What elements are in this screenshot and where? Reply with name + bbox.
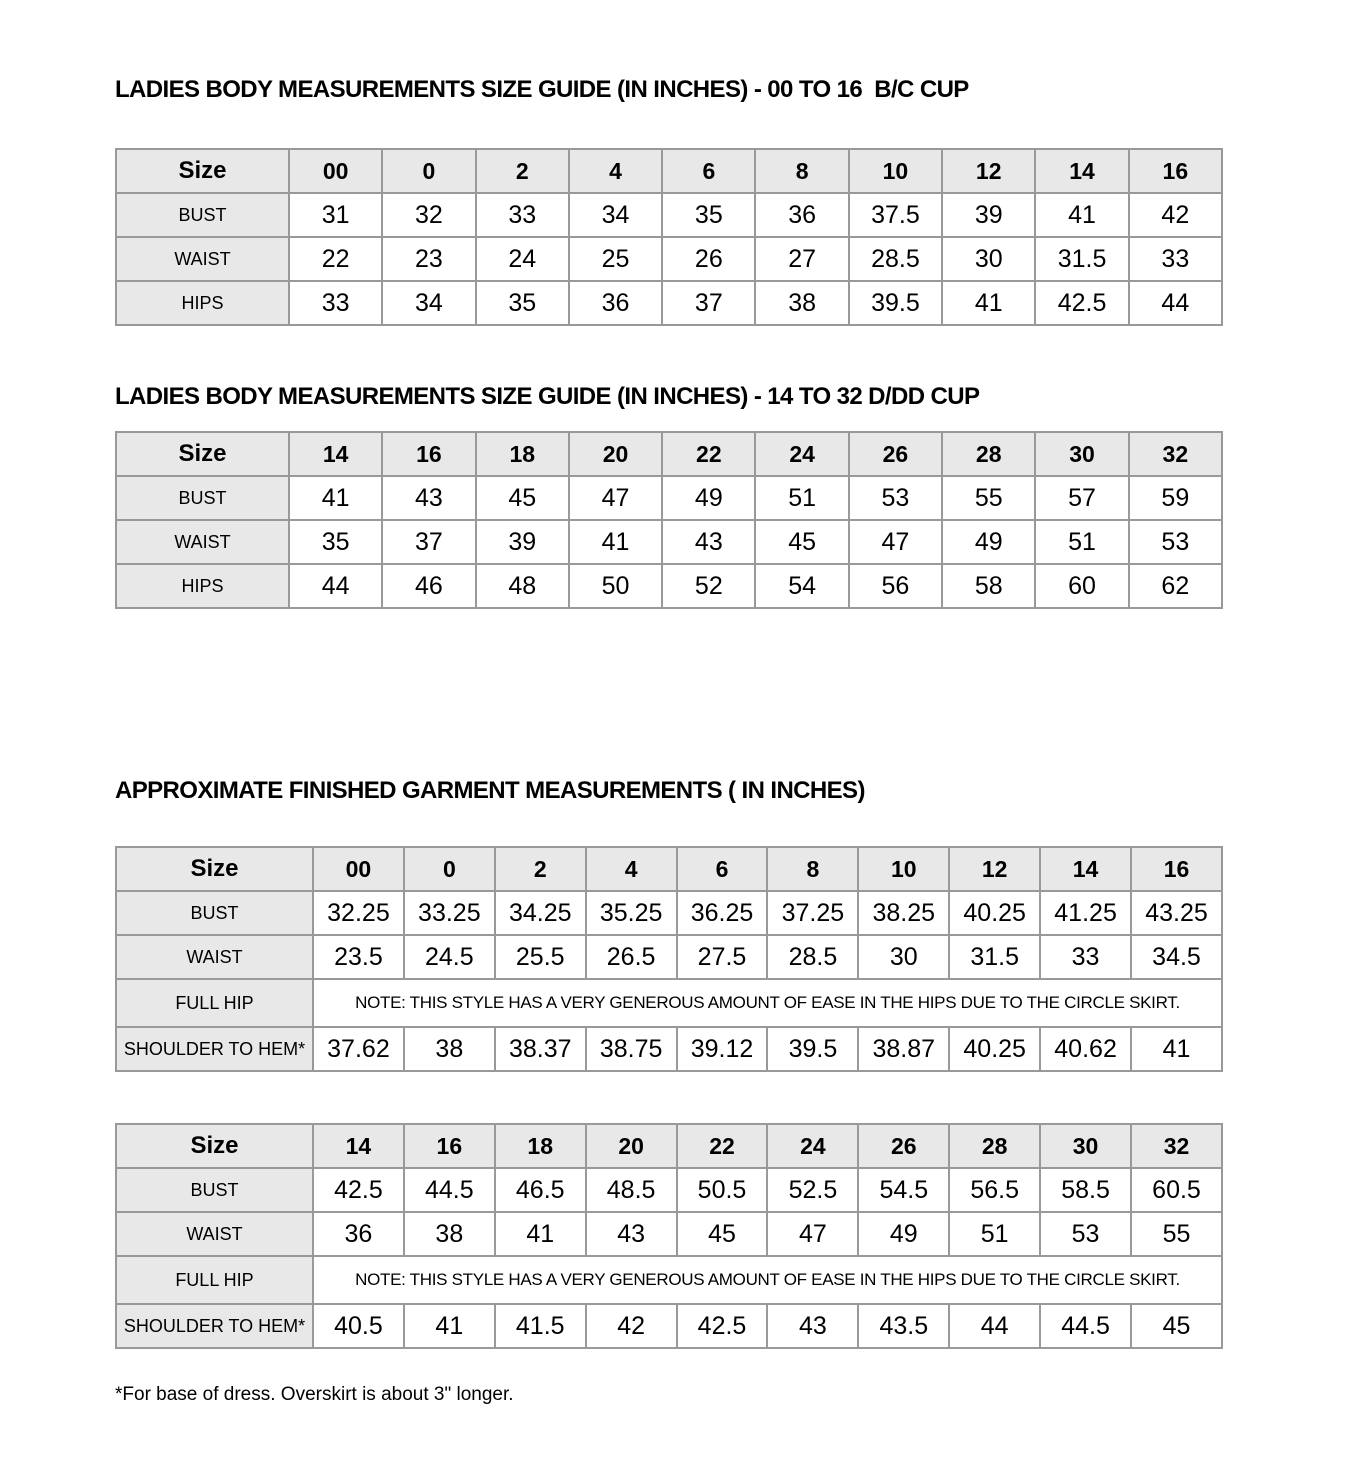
header-row: [116, 1124, 1222, 1168]
measurement-row: [116, 1212, 1222, 1256]
hip-ease-note-cell: NOTE: THIS STYLE HAS A VERY GENEROUS AMOUNT OF EASE IN THE HIPS DUE TO THE CIRCLE SKIRT.: [313, 979, 1222, 1027]
size-header-cell: 12: [942, 149, 1035, 193]
measurement-value-cell: 45: [1131, 1304, 1222, 1348]
size-header-cell: 26: [858, 1124, 949, 1168]
measurement-value-cell: 25.5: [495, 935, 586, 979]
measurement-value-cell: 41: [404, 1304, 495, 1348]
garment-measurements-title: APPROXIMATE FINISHED GARMENT MEASUREMENTS ( IN INCHES): [115, 777, 865, 804]
size-header-cell: 2: [495, 847, 586, 891]
measurement-value-cell: 32: [382, 193, 475, 237]
measurement-value-cell: 37.25: [767, 891, 858, 935]
size-header-cell: 8: [755, 149, 848, 193]
header-row: [116, 149, 1222, 193]
size-header-cell: 6: [662, 149, 755, 193]
row-label-shoulder-to-hem: SHOULDER TO HEM*: [116, 1304, 313, 1348]
measurement-value-cell: 40.25: [949, 1027, 1040, 1071]
measurement-value-cell: 47: [767, 1212, 858, 1256]
measurement-value-cell: 58: [942, 564, 1035, 608]
size-header-cell: 32: [1131, 1124, 1222, 1168]
measurement-value-cell: 23.5: [313, 935, 404, 979]
measurement-value-cell: 35: [662, 193, 755, 237]
measurement-value-cell: 54: [755, 564, 848, 608]
measurement-value-cell: 57: [1035, 476, 1128, 520]
measurement-value-cell: 52: [662, 564, 755, 608]
measurement-value-cell: 52.5: [767, 1168, 858, 1212]
size-header-cell: 24: [755, 432, 848, 476]
row-label-waist: WAIST: [116, 935, 313, 979]
garment-size-table-14-32: [115, 1123, 1223, 1349]
row-label-bust: BUST: [116, 193, 289, 237]
measurement-value-cell: 53: [1129, 520, 1222, 564]
size-header-cell: 22: [662, 432, 755, 476]
body-size-guide-ddd-title: LADIES BODY MEASUREMENTS SIZE GUIDE (IN INCHES) - 14 TO 32 D/DD CUP: [115, 383, 980, 410]
measurement-value-cell: 51: [1035, 520, 1128, 564]
size-header-cell: 16: [1129, 149, 1222, 193]
measurement-value-cell: 49: [942, 520, 1035, 564]
measurement-value-cell: 44: [289, 564, 382, 608]
measurement-value-cell: 41: [495, 1212, 586, 1256]
measurement-value-cell: 23: [382, 237, 475, 281]
size-header-cell: 32: [1129, 432, 1222, 476]
size-header-cell: 10: [858, 847, 949, 891]
body-size-table-ddd-cup: [115, 431, 1223, 609]
row-label-full-hip: FULL HIP: [116, 979, 313, 1027]
size-header-cell: 26: [849, 432, 942, 476]
size-column-header: Size: [116, 149, 289, 193]
measurement-value-cell: 50: [569, 564, 662, 608]
size-header-cell: 16: [1131, 847, 1222, 891]
measurement-value-cell: 33: [476, 193, 569, 237]
measurement-value-cell: 41.5: [495, 1304, 586, 1348]
size-header-cell: 14: [1040, 847, 1131, 891]
measurement-value-cell: 36: [313, 1212, 404, 1256]
measurement-value-cell: 38: [404, 1027, 495, 1071]
measurement-value-cell: 37: [662, 281, 755, 325]
size-header-cell: 10: [849, 149, 942, 193]
measurement-value-cell: 38.37: [495, 1027, 586, 1071]
header-row: [116, 847, 1222, 891]
measurement-value-cell: 48: [476, 564, 569, 608]
measurement-value-cell: 39: [942, 193, 1035, 237]
measurement-value-cell: 48.5: [586, 1168, 677, 1212]
measurement-value-cell: 24.5: [404, 935, 495, 979]
measurement-value-cell: 56: [849, 564, 942, 608]
size-header-cell: 6: [677, 847, 768, 891]
measurement-value-cell: 26.5: [586, 935, 677, 979]
measurement-value-cell: 37.5: [849, 193, 942, 237]
measurement-value-cell: 34.25: [495, 891, 586, 935]
size-header-cell: 30: [1040, 1124, 1131, 1168]
measurement-value-cell: 39.12: [677, 1027, 768, 1071]
measurement-value-cell: 45: [755, 520, 848, 564]
measurement-row: [116, 891, 1222, 935]
measurement-row: [116, 520, 1222, 564]
measurement-row: [116, 935, 1222, 979]
row-label-full-hip: FULL HIP: [116, 1256, 313, 1304]
measurement-value-cell: 31: [289, 193, 382, 237]
measurement-value-cell: 44: [1129, 281, 1222, 325]
measurement-value-cell: 38: [404, 1212, 495, 1256]
measurement-row: [116, 979, 1222, 1027]
measurement-value-cell: 44.5: [1040, 1304, 1131, 1348]
measurement-value-cell: 55: [1131, 1212, 1222, 1256]
size-header-cell: 00: [313, 847, 404, 891]
size-header-cell: 20: [569, 432, 662, 476]
size-header-cell: 2: [476, 149, 569, 193]
measurement-row: [116, 1027, 1222, 1071]
size-header-cell: 14: [289, 432, 382, 476]
header-row: [116, 432, 1222, 476]
measurement-value-cell: 41: [569, 520, 662, 564]
garment-size-table-00-16: [115, 846, 1223, 1072]
row-label-shoulder-to-hem: SHOULDER TO HEM*: [116, 1027, 313, 1071]
measurement-value-cell: 34: [569, 193, 662, 237]
row-label-hips: HIPS: [116, 564, 289, 608]
measurement-value-cell: 35.25: [586, 891, 677, 935]
size-header-cell: 14: [1035, 149, 1128, 193]
row-label-bust: BUST: [116, 476, 289, 520]
measurement-value-cell: 46.5: [495, 1168, 586, 1212]
measurement-value-cell: 43: [662, 520, 755, 564]
size-header-cell: 16: [382, 432, 475, 476]
measurement-value-cell: 31.5: [1035, 237, 1128, 281]
measurement-value-cell: 56.5: [949, 1168, 1040, 1212]
measurement-value-cell: 28.5: [767, 935, 858, 979]
measurement-value-cell: 41: [942, 281, 1035, 325]
measurement-value-cell: 28.5: [849, 237, 942, 281]
size-header-cell: 18: [476, 432, 569, 476]
measurement-value-cell: 35: [476, 281, 569, 325]
measurement-value-cell: 36.25: [677, 891, 768, 935]
measurement-value-cell: 39.5: [849, 281, 942, 325]
measurement-value-cell: 45: [476, 476, 569, 520]
size-header-cell: 22: [677, 1124, 768, 1168]
measurement-value-cell: 26: [662, 237, 755, 281]
measurement-value-cell: 33.25: [404, 891, 495, 935]
measurement-value-cell: 60: [1035, 564, 1128, 608]
size-header-cell: 18: [495, 1124, 586, 1168]
size-header-cell: 12: [949, 847, 1040, 891]
measurement-value-cell: 33: [1129, 237, 1222, 281]
size-header-cell: 14: [313, 1124, 404, 1168]
measurement-row: [116, 281, 1222, 325]
measurement-row: [116, 1256, 1222, 1304]
measurement-value-cell: 55: [942, 476, 1035, 520]
measurement-value-cell: 37.62: [313, 1027, 404, 1071]
size-header-cell: 0: [382, 149, 475, 193]
size-header-cell: 28: [949, 1124, 1040, 1168]
measurement-value-cell: 22: [289, 237, 382, 281]
size-header-cell: 0: [404, 847, 495, 891]
measurement-row: [116, 564, 1222, 608]
measurement-value-cell: 32.25: [313, 891, 404, 935]
measurement-value-cell: 42: [1129, 193, 1222, 237]
measurement-value-cell: 38.75: [586, 1027, 677, 1071]
measurement-value-cell: 43.25: [1131, 891, 1222, 935]
measurement-value-cell: 38.25: [858, 891, 949, 935]
measurement-value-cell: 60.5: [1131, 1168, 1222, 1212]
size-column-header: Size: [116, 847, 313, 891]
measurement-value-cell: 25: [569, 237, 662, 281]
size-header-cell: 30: [1035, 432, 1128, 476]
overskirt-footnote: *For base of dress. Overskirt is about 3" longer.: [115, 1384, 514, 1405]
measurement-value-cell: 46: [382, 564, 475, 608]
measurement-value-cell: 42: [586, 1304, 677, 1348]
measurement-value-cell: 41: [289, 476, 382, 520]
measurement-value-cell: 34.5: [1131, 935, 1222, 979]
measurement-value-cell: 42.5: [1035, 281, 1128, 325]
size-header-cell: 20: [586, 1124, 677, 1168]
measurement-value-cell: 36: [755, 193, 848, 237]
measurement-value-cell: 53: [849, 476, 942, 520]
size-header-cell: 00: [289, 149, 382, 193]
measurement-row: [116, 237, 1222, 281]
size-header-cell: 24: [767, 1124, 858, 1168]
measurement-value-cell: 47: [569, 476, 662, 520]
body-size-guide-bc-title: LADIES BODY MEASUREMENTS SIZE GUIDE (IN INCHES) - 00 TO 16 B/C CUP: [115, 76, 969, 103]
measurement-value-cell: 37: [382, 520, 475, 564]
row-label-hips: HIPS: [116, 281, 289, 325]
measurement-value-cell: 33: [289, 281, 382, 325]
row-label-bust: BUST: [116, 1168, 313, 1212]
hip-ease-note-cell: NOTE: THIS STYLE HAS A VERY GENEROUS AMOUNT OF EASE IN THE HIPS DUE TO THE CIRCLE SKIRT.: [313, 1256, 1222, 1304]
measurement-value-cell: 30: [942, 237, 1035, 281]
measurement-value-cell: 38.87: [858, 1027, 949, 1071]
row-label-waist: WAIST: [116, 520, 289, 564]
size-header-cell: 8: [767, 847, 858, 891]
measurement-value-cell: 44: [949, 1304, 1040, 1348]
measurement-value-cell: 40.25: [949, 891, 1040, 935]
measurement-value-cell: 41.25: [1040, 891, 1131, 935]
measurement-value-cell: 54.5: [858, 1168, 949, 1212]
measurement-value-cell: 39: [476, 520, 569, 564]
measurement-value-cell: 24: [476, 237, 569, 281]
measurement-value-cell: 40.5: [313, 1304, 404, 1348]
measurement-value-cell: 44.5: [404, 1168, 495, 1212]
size-column-header: Size: [116, 432, 289, 476]
measurement-value-cell: 43: [767, 1304, 858, 1348]
measurement-row: [116, 1304, 1222, 1348]
body-size-table-bc-cup: [115, 148, 1223, 326]
size-header-cell: 4: [569, 149, 662, 193]
measurement-value-cell: 50.5: [677, 1168, 768, 1212]
measurement-value-cell: 42.5: [677, 1304, 768, 1348]
measurement-value-cell: 43: [382, 476, 475, 520]
measurement-value-cell: 43: [586, 1212, 677, 1256]
size-column-header: Size: [116, 1124, 313, 1168]
measurement-value-cell: 38: [755, 281, 848, 325]
size-header-cell: 28: [942, 432, 1035, 476]
measurement-row: [116, 476, 1222, 520]
measurement-value-cell: 43.5: [858, 1304, 949, 1348]
measurement-value-cell: 51: [949, 1212, 1040, 1256]
row-label-waist: WAIST: [116, 1212, 313, 1256]
size-header-cell: 4: [586, 847, 677, 891]
measurement-value-cell: 49: [858, 1212, 949, 1256]
measurement-value-cell: 42.5: [313, 1168, 404, 1212]
measurement-value-cell: 40.62: [1040, 1027, 1131, 1071]
measurement-value-cell: 59: [1129, 476, 1222, 520]
measurement-value-cell: 45: [677, 1212, 768, 1256]
measurement-value-cell: 49: [662, 476, 755, 520]
size-header-cell: 16: [404, 1124, 495, 1168]
measurement-value-cell: 30: [858, 935, 949, 979]
measurement-value-cell: 47: [849, 520, 942, 564]
measurement-value-cell: 41: [1035, 193, 1128, 237]
measurement-value-cell: 33: [1040, 935, 1131, 979]
measurement-value-cell: 31.5: [949, 935, 1040, 979]
measurement-row: [116, 1168, 1222, 1212]
measurement-value-cell: 62: [1129, 564, 1222, 608]
measurement-value-cell: 41: [1131, 1027, 1222, 1071]
measurement-value-cell: 39.5: [767, 1027, 858, 1071]
measurement-value-cell: 36: [569, 281, 662, 325]
measurement-value-cell: 51: [755, 476, 848, 520]
measurement-row: [116, 193, 1222, 237]
measurement-value-cell: 27.5: [677, 935, 768, 979]
measurement-value-cell: 34: [382, 281, 475, 325]
measurement-value-cell: 53: [1040, 1212, 1131, 1256]
measurement-value-cell: 58.5: [1040, 1168, 1131, 1212]
measurement-value-cell: 35: [289, 520, 382, 564]
measurement-value-cell: 27: [755, 237, 848, 281]
row-label-bust: BUST: [116, 891, 313, 935]
row-label-waist: WAIST: [116, 237, 289, 281]
